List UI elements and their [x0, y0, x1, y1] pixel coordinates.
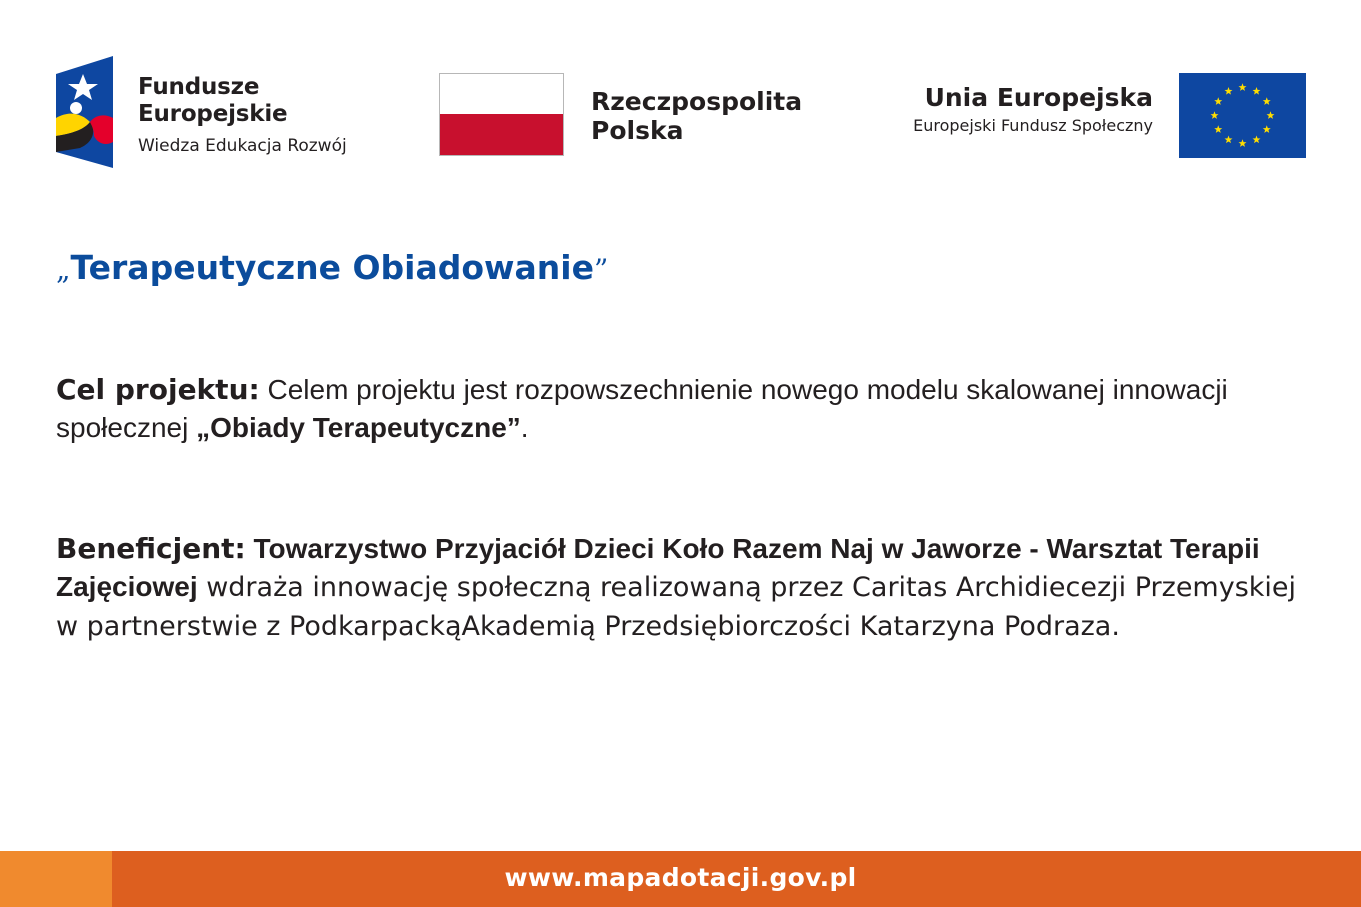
fe-subtitle: Wiedza Edukacja Rozwój: [138, 136, 347, 156]
cel-bold-name: „Obiady Terapeutyczne”: [196, 412, 521, 443]
fe-title-line1: Fundusze: [138, 74, 260, 100]
rp-line1: Rzeczpospolita: [591, 87, 803, 116]
title-open-quote: „: [56, 253, 71, 286]
polish-flag-icon: [439, 73, 564, 156]
fundusze-europejskie-logo-icon: [56, 56, 113, 168]
footer-bar: [0, 851, 1361, 907]
title-text: Terapeutyczne Obiadowanie: [70, 248, 594, 287]
beneficjent-text: wdraża innowację społeczną realizowaną przez Caritas Archidiecezji Przemyskiej w partnerstwie z PodkarpackąAkademią Przedsiębiorczości Katarzyna Podraza.: [56, 572, 1297, 642]
fundusze-europejskie-logo: [56, 56, 376, 168]
cel-text: Celem projektu jest rozpowszechnienie nowego modelu skalowanej innowacji społecznej: [56, 374, 1228, 443]
title-close-quote: ”: [593, 253, 609, 286]
beneficjent-label: Beneficjent:: [56, 532, 246, 565]
beneficjent-paragraph: [56, 530, 1326, 646]
cel-label: Cel projektu:: [56, 373, 260, 406]
ue-title: Unia Europejska: [924, 83, 1153, 112]
page-title: [56, 248, 608, 287]
cel-projektu-paragraph: [56, 371, 1326, 447]
rp-line2: Polska: [591, 116, 684, 145]
footer-url[interactable]: www.mapadotacji.gov.pl: [504, 863, 857, 892]
fe-title-line2: Europejskie: [138, 101, 288, 127]
cel-end: .: [520, 412, 529, 443]
rzeczpospolita-polska-logo: [439, 73, 819, 159]
unia-europejska-logo: [860, 73, 1306, 159]
eu-flag-icon: [1179, 73, 1306, 158]
ue-subtitle: Europejski Fundusz Społeczny: [913, 116, 1153, 135]
beneficjent-name: Towarzystwo Przyjaciół Dzieci Koło Razem Naj w Jaworze - Warsztat Terapii Zajęciowej: [56, 533, 1260, 602]
